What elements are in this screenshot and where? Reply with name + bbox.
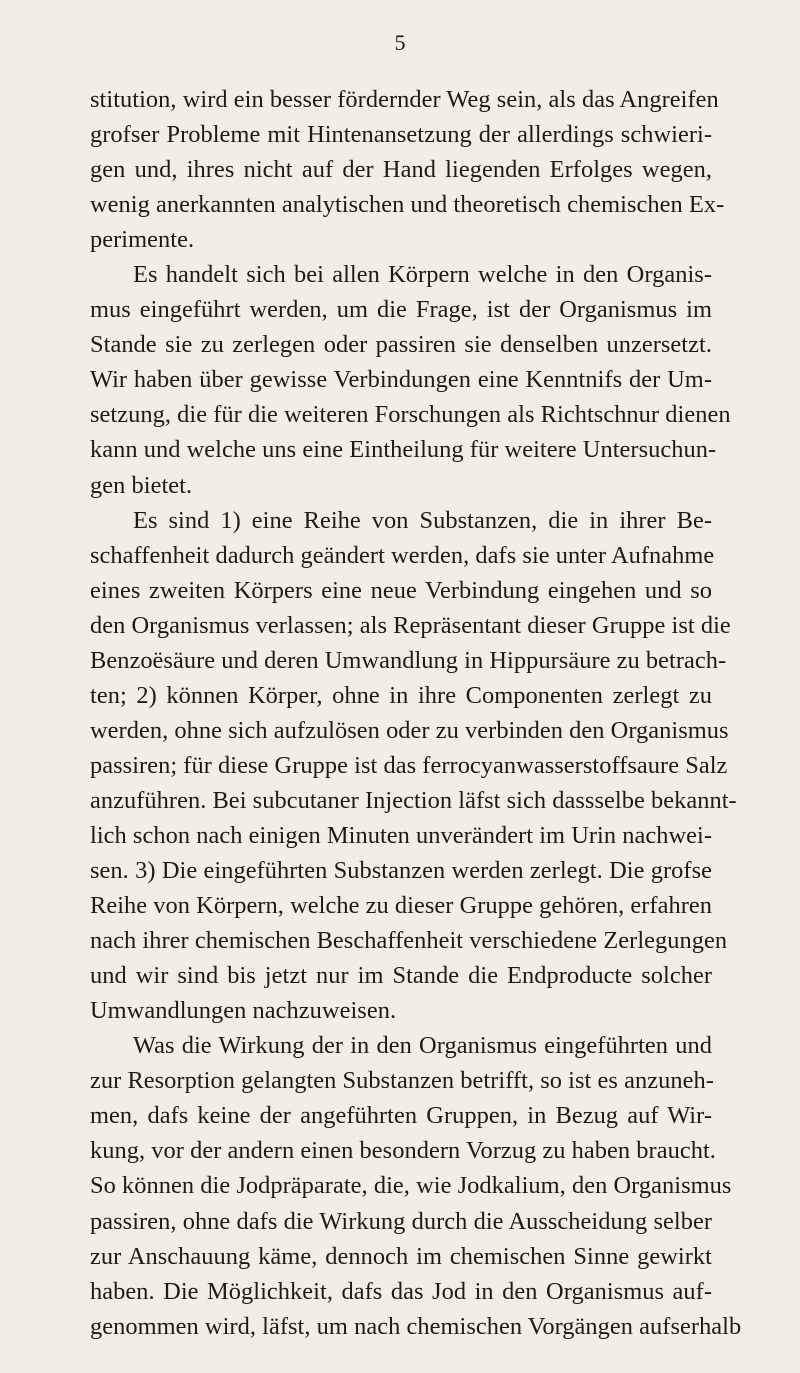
- text-line: werden, ohne sich aufzulösen oder zu verbinden den Organismus: [90, 716, 729, 744]
- text-line: passiren, ohne dafs die Wirkung durch die Ausscheidung selber: [90, 1207, 712, 1235]
- text-line: und wir sind bis jetzt nur im Stande die Endproducte solcher: [90, 962, 712, 990]
- text-line: Benzoësäure und deren Umwandlung in Hippursäure zu betrach-: [90, 646, 727, 674]
- text-line: gen und, ihres nicht auf der Hand liegenden Erfolges wegen,: [90, 156, 712, 184]
- text-line: kann und welche uns eine Eintheilung für weitere Untersuchun-: [90, 436, 717, 464]
- text-line: kung, vor der andern einen besondern Vorzug zu haben braucht.: [90, 1137, 716, 1165]
- text-line: Umwandlungen nachzuweisen.: [90, 997, 397, 1025]
- body-text: [90, 82, 742, 1344]
- text-line: passiren; für diese Gruppe ist das ferrocyanwasserstoffsaure Salz: [90, 751, 728, 779]
- text-line: men, dafs keine der angeführten Gruppen, in Bezug auf Wir-: [90, 1102, 712, 1130]
- text-line: anzuführen. Bei subcutaner Injection läfst sich dassselbe bekannt-: [90, 786, 737, 814]
- text-line: Was die Wirkung der in den Organismus eingeführten und: [133, 1032, 712, 1060]
- text-line: stitution, wird ein besser fördernder Weg sein, als das Angreifen: [90, 86, 719, 113]
- text-line: So können die Jodpräparate, die, wie Jodkalium, den Organismus: [90, 1172, 732, 1200]
- text-line: schaffenheit dadurch geändert werden, dafs sie unter Aufnahme: [90, 541, 715, 569]
- text-line: sen. 3) Die eingeführten Substanzen werden zerlegt. Die grofse: [90, 857, 712, 885]
- text-line: Stande sie zu zerlegen oder passiren sie denselben unzersetzt.: [90, 331, 712, 359]
- text-line: genommen wird, läfst, um nach chemischen Vorgängen aufserhalb: [90, 1312, 742, 1340]
- page-number: 5: [394, 30, 406, 55]
- text-line: wenig anerkannten analytischen und theoretisch chemischen Ex-: [90, 191, 725, 219]
- text-line: Es sind 1) eine Reihe von Substanzen, die in ihrer Be-: [133, 506, 712, 534]
- text-line: Wir haben über gewisse Verbindungen eine Kenntnifs der Um-: [90, 366, 712, 394]
- text-line: perimente.: [90, 226, 195, 254]
- text-line: Es handelt sich bei allen Körpern welche in den Organis-: [133, 261, 712, 289]
- text-line: haben. Die Möglichkeit, dafs das Jod in den Organismus auf-: [90, 1277, 712, 1305]
- text-line: nach ihrer chemischen Beschaffenheit verschiedene Zerlegungen: [90, 927, 728, 955]
- text-line: mus eingeführt werden, um die Frage, ist der Organismus im: [90, 296, 712, 324]
- text-line: gen bietet.: [90, 471, 193, 499]
- text-line: den Organismus verlassen; als Repräsentant dieser Gruppe ist die: [90, 611, 731, 639]
- text-line: zur Anschauung käme, dennoch im chemischen Sinne gewirkt: [90, 1242, 712, 1270]
- text-line: Reihe von Körpern, welche zu dieser Gruppe gehören, erfahren: [90, 892, 712, 920]
- text-line: setzung, die für die weiteren Forschungen als Richtschnur dienen: [90, 401, 731, 429]
- text-line: ten; 2) können Körper, ohne in ihre Componenten zerlegt zu: [90, 681, 712, 709]
- text-line: lich schon nach einigen Minuten unverändert im Urin nachwei-: [90, 821, 713, 849]
- text-line: grofser Probleme mit Hintenansetzung der allerdings schwieri-: [90, 121, 712, 149]
- text-line: eines zweiten Körpers eine neue Verbindung eingehen und so: [90, 576, 712, 604]
- text-line: zur Resorption gelangten Substanzen betrifft, so ist es anzuneh-: [90, 1067, 714, 1095]
